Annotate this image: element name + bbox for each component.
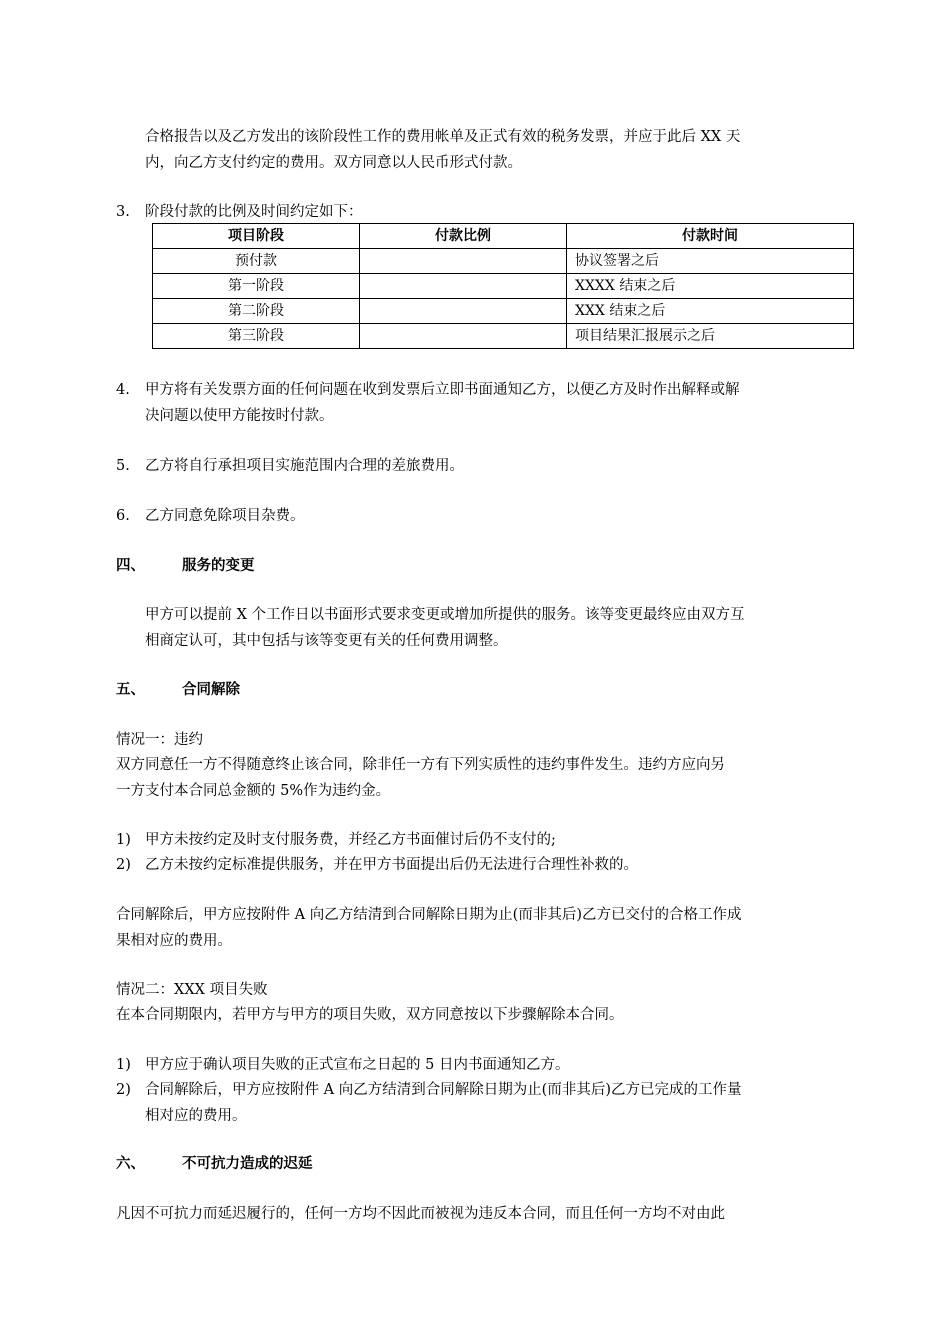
case-1-line-2: 一方支付本合同总金额的 5%作为违约金。 [116, 783, 391, 799]
header-ratio: 付款比例 [360, 224, 567, 249]
case-2-item-2-line-1: 合同解除后，甲方应按附件 A 向乙方结清到合同解除日期为止(而非其后)乙方已完成的工作量 [145, 1082, 742, 1098]
cell-time: XXX 结束之后 [567, 299, 854, 324]
intro-line-1: 合格报告以及乙方发出的该阶段性工作的费用帐单及正式有效的税务发票，并应于此后 XX 天 [145, 129, 741, 145]
table-row [153, 274, 854, 299]
case-1-after-line-1: 合同解除后，甲方应按附件 A 向乙方结清到合同解除日期为止(而非其后)乙方已交付的合格工作成 [116, 907, 742, 923]
case-1-item-1-number: 1) [116, 832, 131, 848]
case-1-after-line-2: 果相对应的费用。 [116, 933, 232, 949]
section-6-number: 六、 [116, 1156, 145, 1172]
item-4-line-2: 决问题以使甲方能按时付款。 [145, 408, 334, 424]
case-2-item-2-line-2: 相对应的费用。 [145, 1108, 247, 1124]
cell-ratio [360, 249, 567, 274]
section-4-heading [116, 553, 255, 579]
case-2-item-1-number: 1) [116, 1057, 131, 1073]
item-3-text: 阶段付款的比例及时间约定如下： [145, 204, 363, 220]
item-6-text: 乙方同意免除项目杂费。 [145, 508, 305, 524]
table-header-row [153, 224, 854, 249]
item-5-text: 乙方将自行承担项目实施范围内合理的差旅费用。 [145, 458, 464, 474]
item-4-line-1: 甲方将有关发票方面的任何问题在收到发票后立即书面通知乙方，以便乙方及时作出解释或解 [145, 382, 740, 398]
case-1-line-1: 双方同意任一方不得随意终止该合同，除非任一方有下列实质性的违约事件发生。违约方应向另 [116, 757, 725, 773]
cell-time: XXXX 结束之后 [567, 274, 854, 299]
item-5-number: 5. [116, 458, 130, 474]
item-3-number: 3. [116, 204, 130, 220]
section-5-title: 合同解除 [182, 682, 240, 698]
section-5-heading [116, 677, 240, 703]
table-row [153, 299, 854, 324]
cell-stage: 第二阶段 [153, 299, 360, 324]
case-1-item-2-text: 乙方未按约定标准提供服务，并在甲方书面提出后仍无法进行合理性补救的。 [145, 857, 638, 873]
payment-schedule-table [152, 223, 854, 349]
cell-time: 项目结果汇报展示之后 [567, 324, 854, 349]
case-1-item-1-text: 甲方未按约定及时支付服务费，并经乙方书面催讨后仍不支付的; [145, 832, 556, 848]
cell-ratio [360, 274, 567, 299]
section-5-number: 五、 [116, 682, 145, 698]
section-6-heading [116, 1151, 313, 1177]
cell-time: 协议签署之后 [567, 249, 854, 274]
table-row [153, 249, 854, 274]
case-2-item-2-number: 2) [116, 1082, 131, 1098]
section-4-title: 服务的变更 [182, 558, 255, 574]
header-time: 付款时间 [567, 224, 854, 249]
cell-ratio [360, 324, 567, 349]
section-4-number: 四、 [116, 558, 145, 574]
header-stage: 项目阶段 [153, 224, 360, 249]
cell-ratio [360, 299, 567, 324]
cell-stage: 第一阶段 [153, 274, 360, 299]
case-2-line-1: 在本合同期限内，若甲方与甲方的项目失败，双方同意按以下步骤解除本合同。 [116, 1007, 624, 1023]
cell-stage: 第三阶段 [153, 324, 360, 349]
section-4-line-2: 相商定认可，其中包括与该等变更有关的任何费用调整。 [145, 633, 508, 649]
item-4-number: 4. [116, 382, 130, 398]
intro-line-2: 内，向乙方支付约定的费用。双方同意以人民币形式付款。 [145, 155, 522, 171]
case-1-title: 情况一：违约 [116, 732, 203, 748]
case-2-title: 情况二：XXX 项目失败 [116, 982, 268, 998]
cell-stage: 预付款 [153, 249, 360, 274]
section-6-line-1: 凡因不可抗力而延迟履行的，任何一方均不因此而被视为违反本合同，而且任何一方均不对由此 [116, 1206, 725, 1222]
section-4-line-1: 甲方可以提前 X 个工作日以书面形式要求变更或增加所提供的服务。该等变更最终应由双方互 [145, 607, 745, 623]
table-row [153, 324, 854, 349]
case-1-item-2-number: 2) [116, 857, 131, 873]
item-6-number: 6. [116, 508, 130, 524]
case-2-item-1-text: 甲方应于确认项目失败的正式宣布之日起的 5 日内书面通知乙方。 [145, 1057, 570, 1073]
section-6-title: 不可抗力造成的迟延 [182, 1156, 313, 1172]
